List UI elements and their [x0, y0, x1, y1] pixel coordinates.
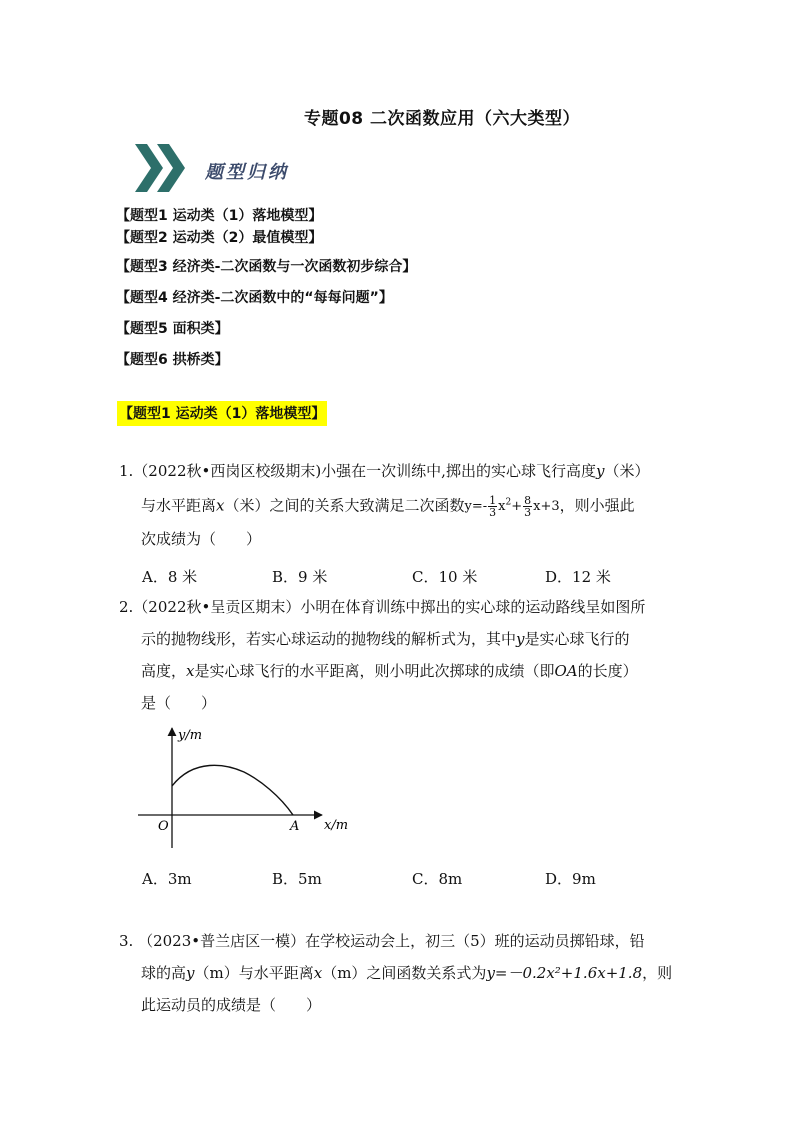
q1-text: 次成绩为（ ）: [141, 530, 262, 549]
banner-label: 题型归纳: [205, 162, 289, 183]
formula-part: +: [511, 499, 523, 515]
fraction-numerator: 1: [489, 494, 497, 508]
trajectory-curve: [172, 765, 293, 815]
q2-text: 是（ ）: [141, 694, 217, 712]
q2-text: 2.（2022秋•呈贡区期末）小明在体育训练中掷出的实心球的运动路线呈如图所: [119, 598, 646, 616]
fraction-denominator: 3: [489, 506, 497, 520]
formula-exponent: 2: [505, 498, 512, 508]
q3-text: 球的高: [141, 964, 187, 982]
point-a-label: A: [290, 819, 300, 834]
q3-formula: y=－0.2x²+1.6x+1.8: [486, 964, 643, 982]
fraction-denominator: 3: [524, 506, 532, 520]
fraction: [488, 495, 497, 518]
double-chevron-right-icon: [133, 142, 189, 194]
origin-label: O: [158, 819, 169, 834]
option-b[interactable]: B．9 米: [272, 568, 328, 586]
option-c[interactable]: C．10 米: [412, 568, 478, 586]
q1-formula: [464, 494, 560, 520]
q2-text: 是实心球飞行的水平距离，则小明此次掷球的成绩（即: [194, 662, 555, 680]
page-title: 专题08 二次函数应用（六大类型）: [303, 109, 581, 129]
type-item: 【题型4 经济类-二次函数中的“每每问题”】: [116, 290, 393, 306]
option-c[interactable]: C．8m: [412, 870, 463, 888]
fraction: [523, 495, 532, 518]
q3-text: （m）与水平距离: [194, 964, 314, 982]
q3-text: 3. （2023•普兰店区一模）在学校运动会上，初三（5）班的运动员掷铅球，铅: [119, 932, 645, 950]
option-b[interactable]: B．5m: [272, 870, 322, 888]
type-item: 【题型6 拱桥类】: [116, 352, 229, 368]
q2-var: x: [186, 662, 195, 680]
q3-var: x: [313, 964, 323, 982]
question-3: [119, 925, 689, 1021]
type-item: 【题型2 运动类（2）最值模型】: [116, 230, 323, 246]
question-1: [119, 455, 689, 555]
formula-part: x: [498, 499, 506, 515]
q2-var: OA: [554, 662, 578, 680]
option-a[interactable]: A．8 米: [142, 568, 198, 586]
x-axis-label: x/m: [324, 818, 349, 833]
type-item: 【题型5 面积类】: [116, 321, 229, 337]
option-d[interactable]: D．12 米: [545, 568, 611, 586]
option-a[interactable]: A．3m: [142, 870, 192, 888]
parabola-graph: [134, 722, 374, 852]
q1-text: （米）之间的关系大致满足二次函数: [224, 496, 465, 515]
q3-text: （m）之间函数关系式为: [322, 964, 487, 982]
q1-text: （米）: [604, 462, 650, 480]
formula-part: y=-: [464, 499, 488, 515]
y-axis-label: y/m: [178, 728, 203, 743]
question-2: [119, 591, 689, 719]
q1-var: y: [595, 462, 605, 480]
fraction-numerator: 8: [524, 494, 532, 508]
q2-text: 高度，: [141, 662, 187, 680]
q2-text: 示的抛物线形，若实心球运动的抛物线的解析式为，其中: [141, 630, 517, 648]
type-list: [116, 205, 416, 380]
formula-part: x+3: [533, 499, 560, 515]
q1-var: x: [216, 496, 225, 515]
q3-text: 此运动员的成绩是（ ）: [141, 996, 322, 1014]
option-d[interactable]: D．9m: [545, 870, 596, 888]
q2-text: 是实心球飞行的: [524, 630, 630, 648]
type-item: 【题型1 运动类（1）落地模型】: [116, 208, 323, 224]
q2-var: y: [516, 630, 525, 648]
q1-text: ，则小强此: [559, 496, 635, 515]
type-item: 【题型3 经济类-二次函数与一次函数初步综合】: [116, 259, 417, 275]
q1-text: 1.（2022秋•西岗区校级期末)小强在一次训练中,掷出的实心球飞行高度: [119, 462, 596, 480]
q3-text: ，则: [642, 964, 673, 982]
q2-text: 的长度）: [577, 662, 638, 680]
q3-var: y: [186, 964, 195, 982]
q1-text: 与水平距离: [141, 496, 217, 515]
section-heading: 【题型1 运动类（1）落地模型】: [117, 401, 327, 426]
